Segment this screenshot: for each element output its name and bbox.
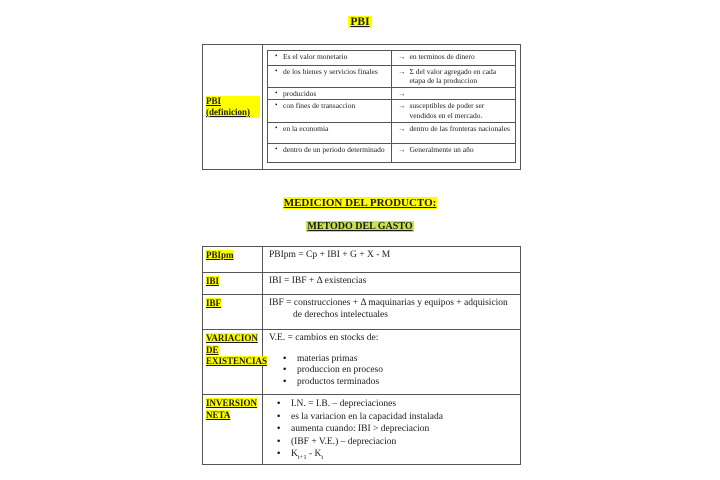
formula-text: PBIpm = Cp + IBI + G + X - M [269,250,391,260]
definition-row-header [203,45,263,169]
bullet-icon: • [275,145,278,154]
bullet-icon: • [277,449,281,460]
list-item [269,398,515,411]
formula-text: IBF = construcciones + Δ maquinarias y equipos + adquisicion de derechos intelectuales [269,298,508,320]
definition-meaning-cell [392,66,516,88]
definition-item-cell [268,51,392,66]
list-item [269,354,515,366]
page-title-text: PBI [350,16,370,28]
definition-row [268,87,516,99]
definition-row-header-text: PBI (definicion) [206,96,260,119]
bullet-icon: • [277,436,281,447]
list-item-text: I.N. = I.B. – depreciaciones [291,399,397,409]
list-item [269,411,515,424]
right-arrow-icon: → [398,124,406,134]
pbi-definition-table [202,44,521,170]
capital-stock-formula [291,448,323,461]
definition-meaning-text: Σ del valor agregado en cada etapa de la produccion [409,67,497,86]
definition-row [268,51,516,66]
row-label-text: VARIACION DE EXISTENCIAS [206,333,268,367]
capital-k1: K [291,449,298,460]
bullet-icon: • [277,424,281,435]
right-arrow-icon: → [398,67,406,76]
list-item-text: (IBF + V.E.) – depreciacion [291,436,397,447]
definition-meaning-text: dentro de las fronteras nacionales [409,124,510,134]
definition-item-cell [268,123,392,144]
right-arrow-icon: → [398,101,406,111]
table-row [203,395,521,465]
row-label-text: IBF [206,298,222,308]
list-item [269,377,515,389]
definition-meaning-text [410,89,514,98]
page-title [0,16,720,28]
definition-meaning-text: en terminos de dinero [409,52,475,61]
row-label-text: INVERSION NETA [206,398,258,420]
definition-item-cell [268,66,392,88]
capital-sub2: t [321,454,324,462]
bullet-icon: • [275,101,278,110]
table-row [203,247,521,273]
table-row [203,273,521,295]
row-label-cell [203,330,268,395]
section-heading-text: MEDICION DEL PRODUCTO: [283,197,437,209]
row-content-cell [263,273,521,295]
definition-meaning-cell [392,100,516,123]
table-row [203,330,521,395]
list-item-text: productos terminados [297,376,380,387]
list-item-text: materias primas [297,353,358,364]
definition-meaning-text: susceptibles de poder ser vendidos en el mercado. [409,101,485,120]
right-arrow-icon: → [398,88,406,98]
row-content-cell [263,247,521,273]
row-label-text: PBIpm [206,250,234,260]
row-label-cell [203,273,263,295]
formula-text: IBI = IBF + Δ existencias [269,276,367,286]
definition-row [268,123,516,144]
row-label-cell [203,247,263,273]
intro-text: V.E. = cambios en stocks de: [269,333,379,343]
definition-item-text: en la economia [283,124,329,134]
list-item [269,448,515,461]
list-item-text: produccion en proceso [297,365,383,376]
row-label-text: IBI [206,276,220,286]
bullet-list [269,354,515,389]
bullet-icon: • [275,67,278,75]
table-row [203,295,521,330]
row-content-cell [263,330,521,395]
list-item-text: es la variacion en la capacidad instalada [291,411,443,422]
definition-item-text: producidos [283,88,317,98]
bullet-icon: • [277,411,281,422]
definition-item-text: con fines de transaccion [283,101,356,111]
subsection-heading-text: METODO DEL GASTO [307,221,413,232]
definition-meaning-cell [392,51,516,66]
definition-table-body [263,45,520,169]
list-item [269,436,515,449]
bullet-icon: • [283,353,287,364]
right-arrow-icon: → [398,145,406,155]
definition-item-text: Es el valor monetario [283,52,348,61]
row-content-cell [263,295,521,330]
minus-sign: - [308,449,313,460]
bullet-icon: • [277,399,281,409]
definition-inner-table [267,50,516,163]
row-label-cell [203,395,263,465]
definition-row [268,144,516,163]
definition-meaning-cell [392,123,516,144]
definition-row [268,66,516,88]
metodo-gasto-table [202,246,521,465]
subsection-heading [0,221,720,232]
definition-meaning-cell [392,87,516,99]
bullet-icon: • [275,52,278,60]
definition-item-text: dentro de un periodo determinado [283,145,385,155]
right-arrow-icon: → [398,52,406,61]
definition-item-cell [268,87,392,99]
row-content-cell [263,395,521,465]
list-item [269,365,515,377]
definition-row [268,100,516,123]
definition-item-text: de los bienes y servicios finales [283,67,378,76]
section-heading [0,197,720,209]
capital-k2: K [314,449,322,460]
bullet-icon: • [275,88,278,97]
definition-item-cell [268,144,392,163]
row-label-cell [203,295,263,330]
bullet-icon: • [283,365,287,376]
definition-meaning-text: Generalmente un año [409,145,474,155]
bullet-icon: • [275,124,278,133]
list-item [269,423,515,436]
bullet-icon: • [283,376,287,387]
definition-item-cell [268,100,392,123]
list-item-text: aumenta cuando: IBI > depreciacion [291,424,430,435]
definition-meaning-cell [392,144,516,163]
capital-sub1: t+1 [297,454,307,462]
